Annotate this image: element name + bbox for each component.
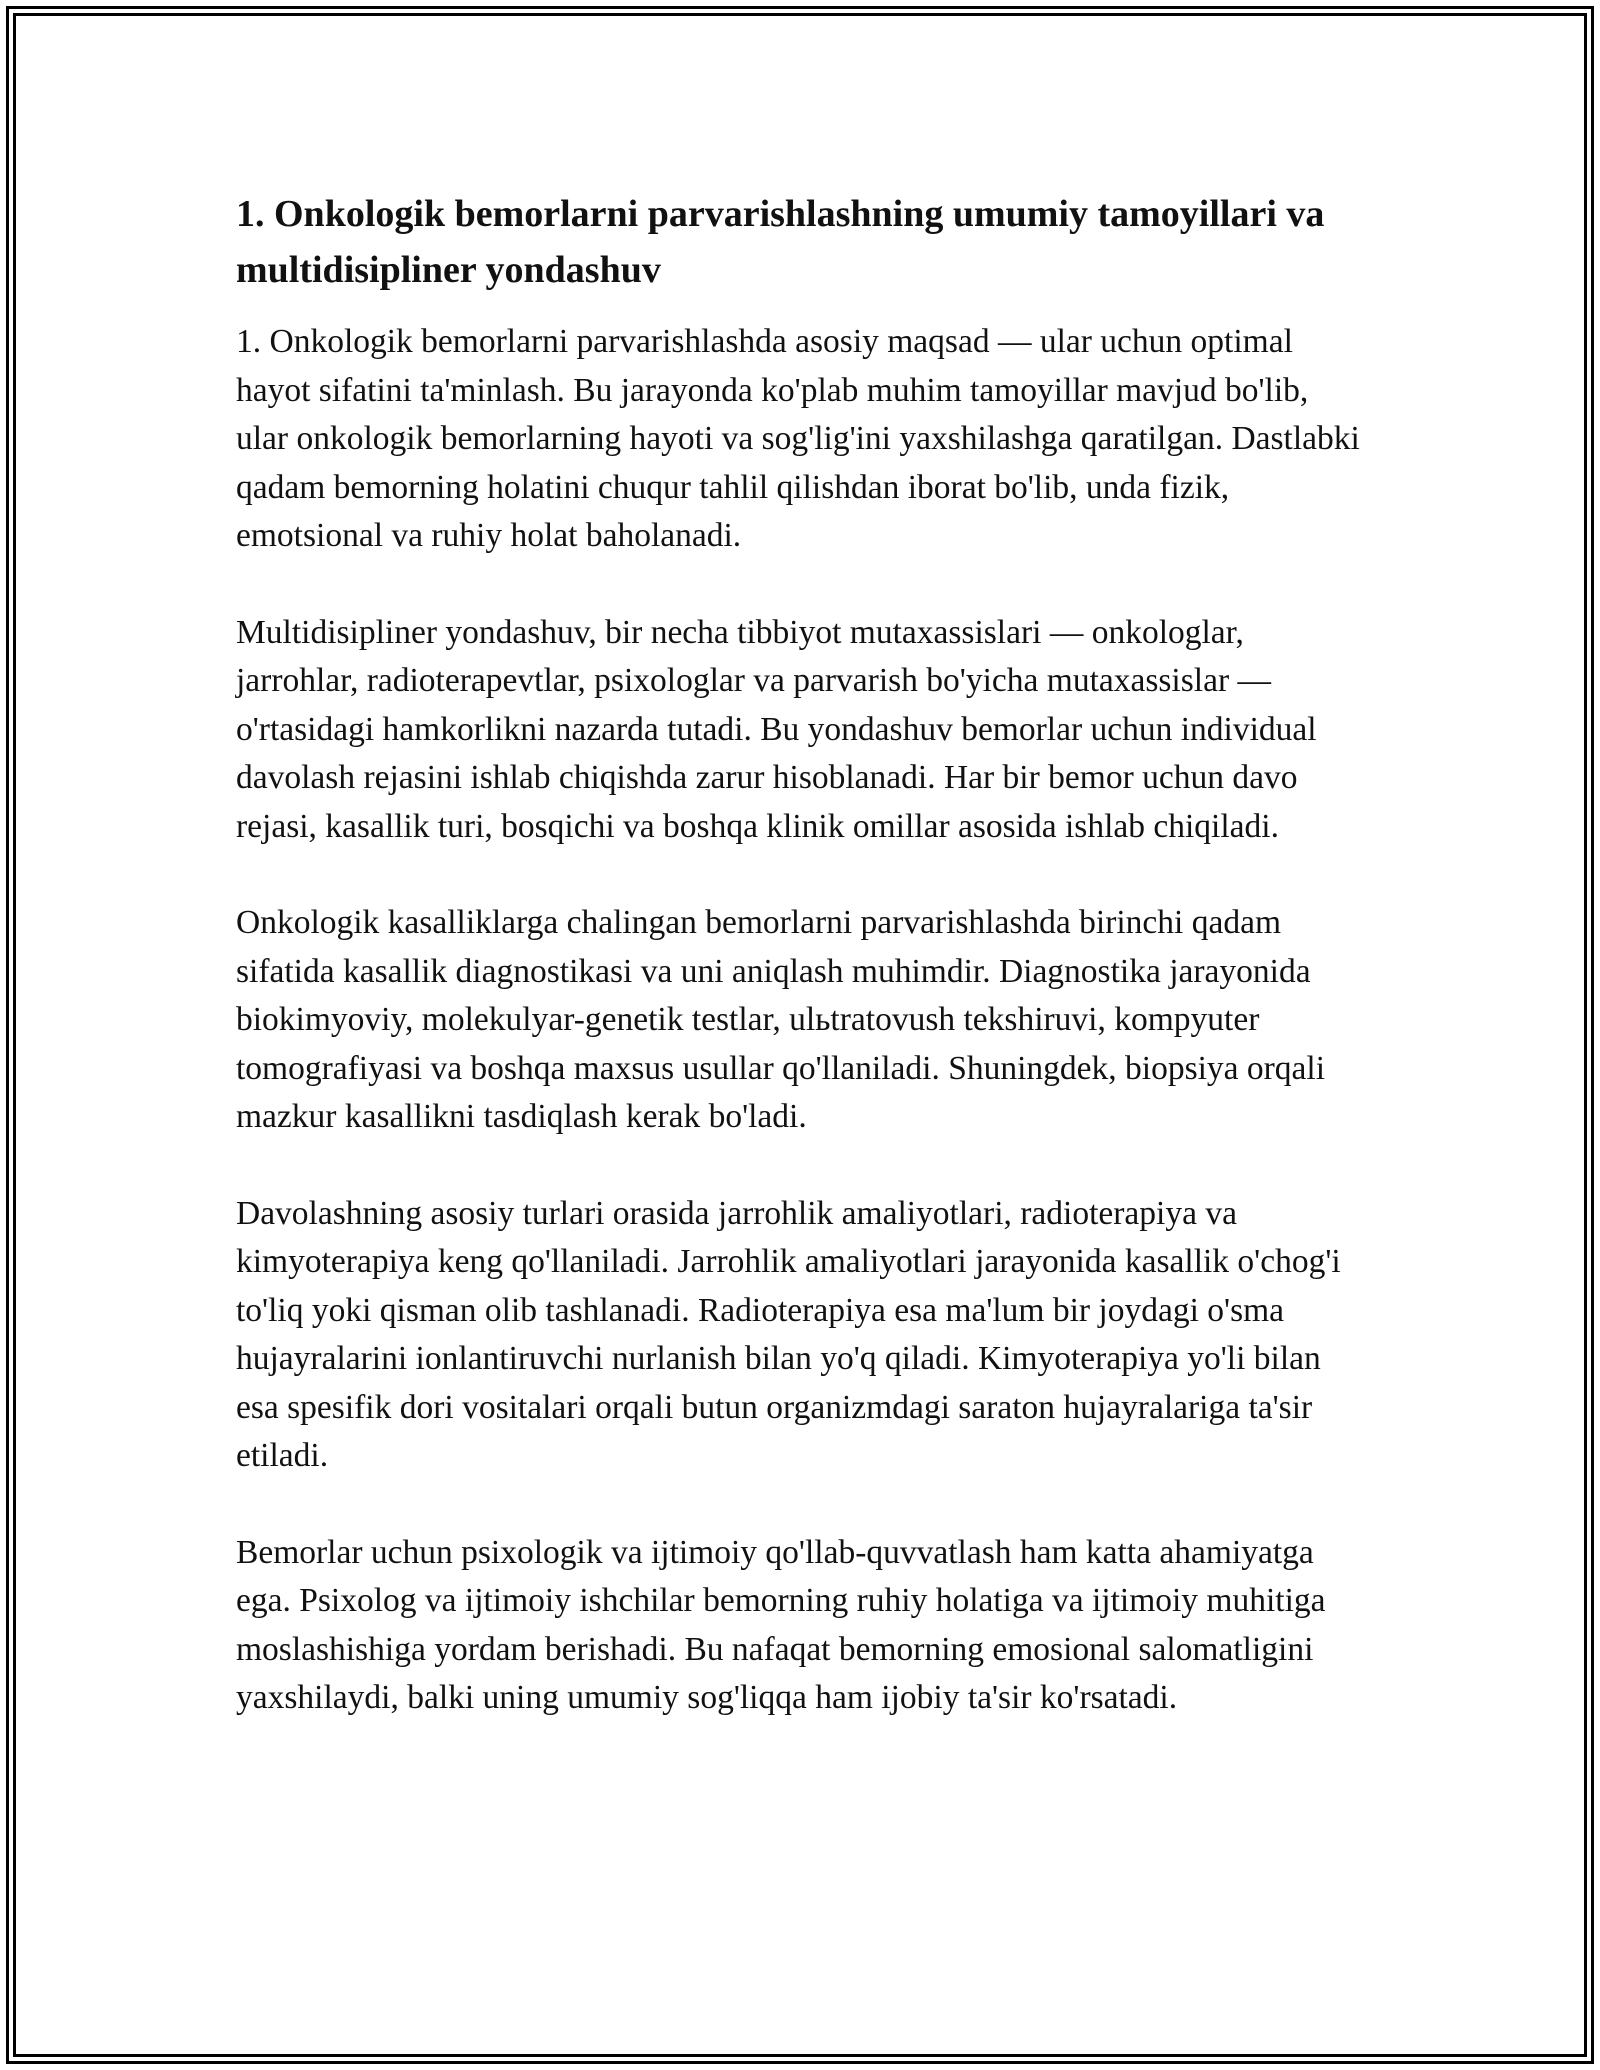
document-body [236, 186, 1366, 1771]
section-title: 1. Onkologik bemorlarni parvarishlashning umumiy tamoyillari va multidisipliner yondashuv [236, 193, 1325, 291]
paragraph-3: Onkologik kasalliklarga chalingan bemorlarni parvarishlashda birinchi qadam sifatida kasallik diagnostikasi va uni aniqlash muhimdir. Diagnostika jarayonida biokimyoviy, molekulyar-genetik testlar, ulьtratovush tekshiruvi, kompyuter tomografiyasi va boshqa maxsus usullar qo'llaniladi. Shuningdek, biopsiya orqali mazkur kasallikni tasdiqlash kerak bo'ladi. [236, 904, 1326, 1135]
paragraph-1: 1. Onkologik bemorlarni parvarishlashda asosiy maqsad — ular uchun optimal hayot sifatini ta'minlash. Bu jarayonda ko'plab muhim tamoyillar mavjud bo'lib, ular onkologik bemorlarning hayoti va sog'lig'ini yaxshilashga qaratilgan. Dastlabki qadam bemorning holatini chuqur tahlil qilishdan iborat bo'lib, unda fizik, emotsional va ruhiy holat baholanadi. [236, 323, 1360, 554]
paragraph-5: Bemorlar uchun psixologik va ijtimoiy qo'llab-quvvatlash ham katta ahamiyatga ega. Psixolog va ijtimoiy ishchilar bemorning ruhiy holatiga va ijtimoiy muhitiga moslashishiga yordam berishadi. Bu nafaqat bemorning emosional salomatligini yaxshilaydi, balki uning umumiy sog'liqqa ham ijobiy ta'sir ko'rsatadi. [236, 1533, 1326, 1716]
paragraph-4: Davolashning asosiy turlari orasida jarrohlik amaliyotlari, radioterapiya va kimyoterapiya keng qo'llaniladi. Jarrohlik amaliyotlari jarayonida kasallik o'chog'i to'liq yoki qisman olib tashlanadi. Radioterapiya esa ma'lum bir joydagi o'sma hujayralarini ionlantiruvchi nurlanish bilan yo'q qiladi. Kimyoterapiya yo'li bilan esa spesifik dori vositalari orqali butun organizmdagi saraton hujayralariga ta'sir etiladi. [236, 1194, 1341, 1474]
paragraph-2: Multidisipliner yondashuv, bir necha tibbiyot mutaxassislari — onkologlar, jarrohlar, radioterapevtlar, psixologlar va parvarish bo'yicha mutaxassislar — o'rtasidagi hamkorlikni nazarda tutadi. Bu yondashuv bemorlar uchun individual davolash rejasini ishlab chiqishda zarur hisoblanadi. Har bir bemor uchun davo rejasi, kasallik turi, bosqichi va boshqa klinik omillar asosida ishlab chiqiladi. [236, 613, 1317, 845]
